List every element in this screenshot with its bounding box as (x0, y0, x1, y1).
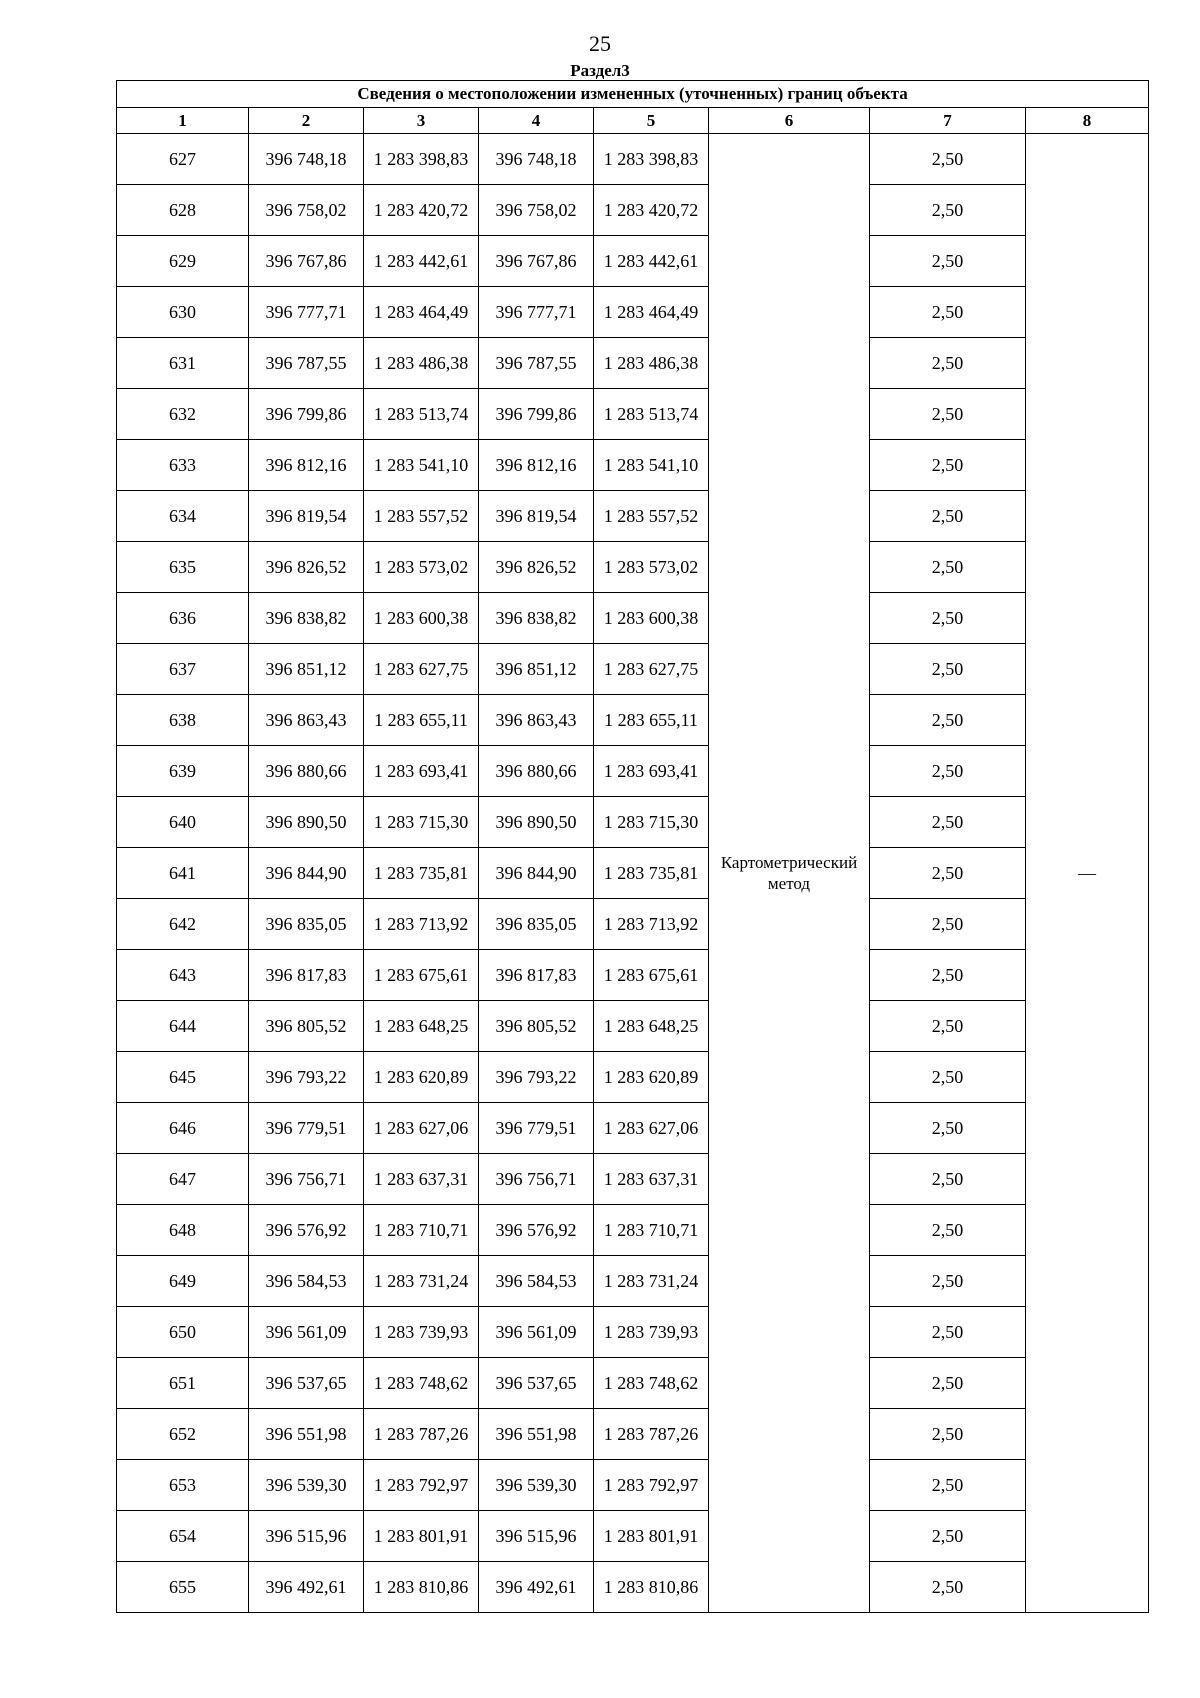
accuracy-cell: 2,50 (870, 1001, 1026, 1052)
existing-y-cell: 1 283 573,02 (364, 542, 479, 593)
table-row (117, 1511, 1149, 1562)
point-number-cell: 642 (117, 899, 249, 950)
existing-y-cell: 1 283 464,49 (364, 287, 479, 338)
point-number-cell: 644 (117, 1001, 249, 1052)
point-number-cell: 627 (117, 134, 249, 185)
refined-x-cell: 396 805,52 (479, 1001, 594, 1052)
table-row (117, 389, 1149, 440)
table-row (117, 1001, 1149, 1052)
existing-y-cell: 1 283 627,75 (364, 644, 479, 695)
table-caption-row (117, 81, 1149, 108)
point-number-cell: 636 (117, 593, 249, 644)
existing-y-cell: 1 283 600,38 (364, 593, 479, 644)
refined-y-cell: 1 283 557,52 (594, 491, 709, 542)
refined-x-cell: 396 767,86 (479, 236, 594, 287)
refined-y-cell: 1 283 627,06 (594, 1103, 709, 1154)
refined-x-cell: 396 492,61 (479, 1562, 594, 1613)
refined-x-cell: 396 826,52 (479, 542, 594, 593)
column-number: 4 (479, 108, 594, 134)
existing-x-cell: 396 767,86 (249, 236, 364, 287)
existing-x-cell: 396 844,90 (249, 848, 364, 899)
accuracy-cell: 2,50 (870, 440, 1026, 491)
refined-y-cell: 1 283 693,41 (594, 746, 709, 797)
refined-y-cell: 1 283 710,71 (594, 1205, 709, 1256)
accuracy-cell: 2,50 (870, 797, 1026, 848)
existing-x-cell: 396 826,52 (249, 542, 364, 593)
table-row (117, 1562, 1149, 1613)
existing-y-cell: 1 283 655,11 (364, 695, 479, 746)
existing-y-cell: 1 283 792,97 (364, 1460, 479, 1511)
table-row (117, 1052, 1149, 1103)
table-row (117, 1409, 1149, 1460)
existing-y-cell: 1 283 675,61 (364, 950, 479, 1001)
existing-x-cell: 396 756,71 (249, 1154, 364, 1205)
point-number-cell: 629 (117, 236, 249, 287)
accuracy-cell: 2,50 (870, 491, 1026, 542)
point-number-cell: 640 (117, 797, 249, 848)
point-number-cell: 648 (117, 1205, 249, 1256)
point-number-cell: 643 (117, 950, 249, 1001)
table-row (117, 491, 1149, 542)
refined-y-cell: 1 283 398,83 (594, 134, 709, 185)
accuracy-cell: 2,50 (870, 389, 1026, 440)
refined-y-cell: 1 283 739,93 (594, 1307, 709, 1358)
point-number-cell: 638 (117, 695, 249, 746)
existing-x-cell: 396 890,50 (249, 797, 364, 848)
table-row (117, 1103, 1149, 1154)
existing-x-cell: 396 492,61 (249, 1562, 364, 1613)
existing-y-cell: 1 283 398,83 (364, 134, 479, 185)
table-row (117, 899, 1149, 950)
refined-y-cell: 1 283 735,81 (594, 848, 709, 899)
existing-y-cell: 1 283 801,91 (364, 1511, 479, 1562)
existing-x-cell: 396 838,82 (249, 593, 364, 644)
refined-x-cell: 396 787,55 (479, 338, 594, 389)
table-row (117, 542, 1149, 593)
point-number-cell: 628 (117, 185, 249, 236)
accuracy-cell: 2,50 (870, 542, 1026, 593)
existing-y-cell: 1 283 693,41 (364, 746, 479, 797)
column-number: 7 (870, 108, 1026, 134)
section-title: Раздел3 (570, 61, 630, 80)
table-row (117, 593, 1149, 644)
refined-x-cell: 396 551,98 (479, 1409, 594, 1460)
refined-x-cell: 396 812,16 (479, 440, 594, 491)
accuracy-cell: 2,50 (870, 746, 1026, 797)
point-number-cell: 650 (117, 1307, 249, 1358)
table-body (117, 134, 1149, 1613)
refined-x-cell: 396 515,96 (479, 1511, 594, 1562)
existing-x-cell: 396 880,66 (249, 746, 364, 797)
existing-x-cell: 396 799,86 (249, 389, 364, 440)
column-number: 6 (709, 108, 870, 134)
column-number-row (117, 108, 1149, 134)
table-row (117, 1307, 1149, 1358)
table-row (117, 440, 1149, 491)
point-number-cell: 634 (117, 491, 249, 542)
existing-x-cell: 396 758,02 (249, 185, 364, 236)
refined-x-cell: 396 838,82 (479, 593, 594, 644)
point-number-cell: 646 (117, 1103, 249, 1154)
column-number: 2 (249, 108, 364, 134)
page-number: 25 (589, 31, 611, 56)
refined-y-cell: 1 283 442,61 (594, 236, 709, 287)
point-number-cell: 652 (117, 1409, 249, 1460)
table-row (117, 695, 1149, 746)
point-number-cell: 653 (117, 1460, 249, 1511)
refined-x-cell: 396 851,12 (479, 644, 594, 695)
table-row (117, 1256, 1149, 1307)
point-number-cell: 655 (117, 1562, 249, 1613)
accuracy-cell: 2,50 (870, 236, 1026, 287)
existing-y-cell: 1 283 486,38 (364, 338, 479, 389)
existing-x-cell: 396 748,18 (249, 134, 364, 185)
refined-y-cell: 1 283 420,72 (594, 185, 709, 236)
table-row (117, 746, 1149, 797)
refined-y-cell: 1 283 792,97 (594, 1460, 709, 1511)
refined-x-cell: 396 748,18 (479, 134, 594, 185)
point-number-cell: 641 (117, 848, 249, 899)
refined-x-cell: 396 835,05 (479, 899, 594, 950)
refined-y-cell: 1 283 573,02 (594, 542, 709, 593)
accuracy-cell: 2,50 (870, 338, 1026, 389)
accuracy-cell: 2,50 (870, 950, 1026, 1001)
point-number-cell: 645 (117, 1052, 249, 1103)
column-number: 1 (117, 108, 249, 134)
refined-y-cell: 1 283 620,89 (594, 1052, 709, 1103)
table-row (117, 236, 1149, 287)
existing-x-cell: 396 805,52 (249, 1001, 364, 1052)
existing-y-cell: 1 283 735,81 (364, 848, 479, 899)
existing-x-cell: 396 793,22 (249, 1052, 364, 1103)
accuracy-cell: 2,50 (870, 1256, 1026, 1307)
refined-x-cell: 396 537,65 (479, 1358, 594, 1409)
refined-y-cell: 1 283 513,74 (594, 389, 709, 440)
accuracy-cell: 2,50 (870, 899, 1026, 950)
refined-x-cell: 396 758,02 (479, 185, 594, 236)
table-row (117, 644, 1149, 695)
accuracy-cell: 2,50 (870, 1358, 1026, 1409)
accuracy-cell: 2,50 (870, 848, 1026, 899)
existing-x-cell: 396 817,83 (249, 950, 364, 1001)
table-row (117, 1460, 1149, 1511)
accuracy-cell: 2,50 (870, 287, 1026, 338)
refined-y-cell: 1 283 715,30 (594, 797, 709, 848)
refined-y-cell: 1 283 648,25 (594, 1001, 709, 1052)
existing-x-cell: 396 515,96 (249, 1511, 364, 1562)
refined-x-cell: 396 561,09 (479, 1307, 594, 1358)
refined-y-cell: 1 283 655,11 (594, 695, 709, 746)
existing-y-cell: 1 283 648,25 (364, 1001, 479, 1052)
point-number-cell: 647 (117, 1154, 249, 1205)
existing-x-cell: 396 819,54 (249, 491, 364, 542)
column-number: 3 (364, 108, 479, 134)
existing-y-cell: 1 283 739,93 (364, 1307, 479, 1358)
existing-y-cell: 1 283 557,52 (364, 491, 479, 542)
existing-x-cell: 396 787,55 (249, 338, 364, 389)
point-number-cell: 649 (117, 1256, 249, 1307)
refined-y-cell: 1 283 637,31 (594, 1154, 709, 1205)
refined-x-cell: 396 756,71 (479, 1154, 594, 1205)
table-row (117, 797, 1149, 848)
refined-y-cell: 1 283 541,10 (594, 440, 709, 491)
table-row (117, 1205, 1149, 1256)
existing-y-cell: 1 283 787,26 (364, 1409, 479, 1460)
refined-x-cell: 396 779,51 (479, 1103, 594, 1154)
existing-x-cell: 396 779,51 (249, 1103, 364, 1154)
accuracy-cell: 2,50 (870, 1154, 1026, 1205)
accuracy-cell: 2,50 (870, 185, 1026, 236)
method-cell: Картометрический метод (709, 134, 870, 1613)
point-number-cell: 631 (117, 338, 249, 389)
refined-y-cell: 1 283 787,26 (594, 1409, 709, 1460)
refined-x-cell: 396 539,30 (479, 1460, 594, 1511)
existing-x-cell: 396 812,16 (249, 440, 364, 491)
point-number-cell: 651 (117, 1358, 249, 1409)
existing-x-cell: 396 537,65 (249, 1358, 364, 1409)
accuracy-cell: 2,50 (870, 1205, 1026, 1256)
existing-y-cell: 1 283 810,86 (364, 1562, 479, 1613)
existing-y-cell: 1 283 541,10 (364, 440, 479, 491)
refined-x-cell: 396 584,53 (479, 1256, 594, 1307)
existing-y-cell: 1 283 710,71 (364, 1205, 479, 1256)
accuracy-cell: 2,50 (870, 1562, 1026, 1613)
refined-x-cell: 396 799,86 (479, 389, 594, 440)
existing-y-cell: 1 283 731,24 (364, 1256, 479, 1307)
refined-x-cell: 396 844,90 (479, 848, 594, 899)
existing-y-cell: 1 283 442,61 (364, 236, 479, 287)
point-number-cell: 654 (117, 1511, 249, 1562)
refined-x-cell: 396 880,66 (479, 746, 594, 797)
refined-x-cell: 396 890,50 (479, 797, 594, 848)
refined-y-cell: 1 283 675,61 (594, 950, 709, 1001)
accuracy-cell: 2,50 (870, 1511, 1026, 1562)
existing-x-cell: 396 576,92 (249, 1205, 364, 1256)
table-row (117, 848, 1149, 899)
refined-y-cell: 1 283 600,38 (594, 593, 709, 644)
point-number-cell: 632 (117, 389, 249, 440)
table-row (117, 134, 1149, 185)
accuracy-cell: 2,50 (870, 134, 1026, 185)
refined-y-cell: 1 283 486,38 (594, 338, 709, 389)
existing-x-cell: 396 835,05 (249, 899, 364, 950)
existing-y-cell: 1 283 713,92 (364, 899, 479, 950)
refined-x-cell: 396 793,22 (479, 1052, 594, 1103)
existing-y-cell: 1 283 715,30 (364, 797, 479, 848)
column-number: 8 (1026, 108, 1149, 134)
refined-x-cell: 396 863,43 (479, 695, 594, 746)
refined-y-cell: 1 283 810,86 (594, 1562, 709, 1613)
existing-y-cell: 1 283 637,31 (364, 1154, 479, 1205)
existing-x-cell: 396 539,30 (249, 1460, 364, 1511)
point-number-cell: 639 (117, 746, 249, 797)
table-row (117, 1358, 1149, 1409)
point-number-cell: 635 (117, 542, 249, 593)
existing-y-cell: 1 283 627,06 (364, 1103, 479, 1154)
accuracy-cell: 2,50 (870, 593, 1026, 644)
accuracy-cell: 2,50 (870, 1460, 1026, 1511)
accuracy-cell: 2,50 (870, 695, 1026, 746)
existing-x-cell: 396 851,12 (249, 644, 364, 695)
accuracy-cell: 2,50 (870, 1409, 1026, 1460)
existing-x-cell: 396 584,53 (249, 1256, 364, 1307)
refined-x-cell: 396 777,71 (479, 287, 594, 338)
refined-x-cell: 396 819,54 (479, 491, 594, 542)
accuracy-cell: 2,50 (870, 1052, 1026, 1103)
refined-y-cell: 1 283 748,62 (594, 1358, 709, 1409)
table-row (117, 950, 1149, 1001)
point-number-cell: 630 (117, 287, 249, 338)
existing-x-cell: 396 551,98 (249, 1409, 364, 1460)
refined-y-cell: 1 283 713,92 (594, 899, 709, 950)
existing-x-cell: 396 863,43 (249, 695, 364, 746)
column-number: 5 (594, 108, 709, 134)
accuracy-cell: 2,50 (870, 1103, 1026, 1154)
refined-y-cell: 1 283 627,75 (594, 644, 709, 695)
existing-x-cell: 396 561,09 (249, 1307, 364, 1358)
point-number-cell: 633 (117, 440, 249, 491)
existing-y-cell: 1 283 513,74 (364, 389, 479, 440)
refined-x-cell: 396 817,83 (479, 950, 594, 1001)
refined-x-cell: 396 576,92 (479, 1205, 594, 1256)
note-cell: — (1026, 134, 1149, 1613)
table-row (117, 287, 1149, 338)
accuracy-cell: 2,50 (870, 1307, 1026, 1358)
coordinates-table (116, 80, 1149, 1613)
table-row (117, 1154, 1149, 1205)
existing-x-cell: 396 777,71 (249, 287, 364, 338)
accuracy-cell: 2,50 (870, 644, 1026, 695)
existing-y-cell: 1 283 420,72 (364, 185, 479, 236)
table-row (117, 185, 1149, 236)
refined-y-cell: 1 283 464,49 (594, 287, 709, 338)
existing-y-cell: 1 283 620,89 (364, 1052, 479, 1103)
existing-y-cell: 1 283 748,62 (364, 1358, 479, 1409)
refined-y-cell: 1 283 731,24 (594, 1256, 709, 1307)
refined-y-cell: 1 283 801,91 (594, 1511, 709, 1562)
point-number-cell: 637 (117, 644, 249, 695)
table-row (117, 338, 1149, 389)
table-caption: Сведения о местоположении измененных (уточненных) границ объекта (117, 81, 1149, 108)
